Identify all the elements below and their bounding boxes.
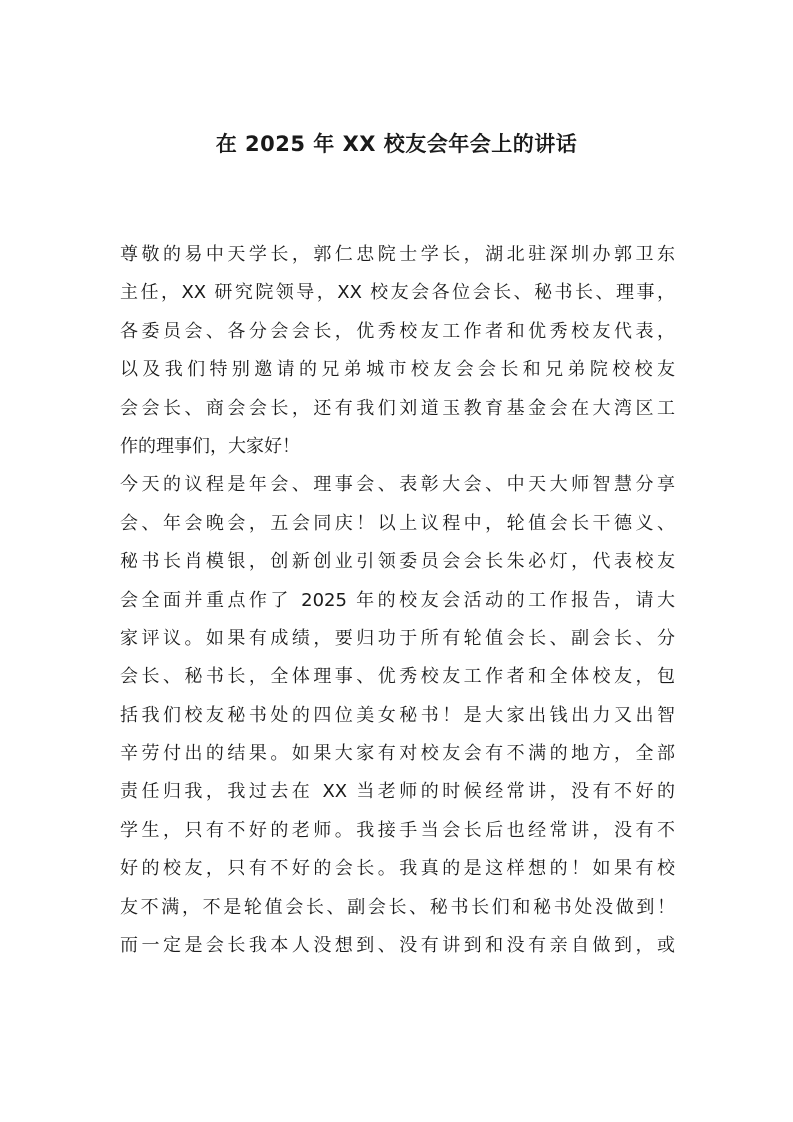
paragraph-line: 尊敬的易中天学长，郭仁忠院士学长，湖北驻深圳办郭卫东 [120, 244, 675, 265]
paragraph-line: 各委员会、各分会会长，优秀校友工作者和优秀校友代表， [120, 320, 675, 342]
document-title: 在 2025 年 XX 校友会年会上的讲话 [215, 132, 578, 156]
paragraph-line: 会、年会晚会，五会同庆！以上议程中，轮值会长干德义、 [120, 512, 675, 534]
paragraph-line: 家评议。如果有成绩，要归功于所有轮值会长、副会长、分 [120, 627, 675, 649]
paragraph-line: 好的校友，只有不好的会长。我真的是这样想的！如果有校 [120, 858, 675, 880]
paragraph-line: 友不满，不是轮值会长、副会长、秘书长们和秘书处没做到！ [120, 896, 675, 918]
paragraph-agenda [120, 466, 675, 965]
paragraph-line: 学生，只有不好的老师。我接手当会长后也经常讲，没有不 [120, 819, 675, 841]
paragraph-line: 作的理事们，大家好！ [120, 435, 300, 457]
paragraph-line: 责任归我，我过去在 XX 当老师的时候经常讲，没有不好的 [120, 781, 675, 803]
paragraph-line: 会全面并重点作了 2025 年的校友会活动的工作报告，请大 [120, 589, 675, 611]
paragraph-line: 会长、秘书长，全体理事、优秀校友工作者和全体校友，包 [120, 666, 675, 688]
paragraph-line: 辛劳付出的结果。如果大家有对校友会有不满的地方，全部 [120, 743, 675, 765]
paragraph-line: 括我们校友秘书处的四位美女秘书！是大家出钱出力又出智 [120, 704, 675, 726]
paragraph-line: 今天的议程是年会、理事会、表彰大会、中天大师智慧分享 [120, 474, 675, 496]
paragraph-line: 而一定是会长我本人没想到、没有讲到和没有亲自做到，或 [120, 935, 675, 957]
paragraph-line: 以及我们特别邀请的兄弟城市校友会会长和兄弟院校校友 [120, 359, 675, 381]
paragraph-greeting [120, 236, 675, 466]
paragraph-line: 秘书长肖模银，创新创业引领委员会会长朱必灯，代表校友 [120, 551, 675, 573]
paragraph-line: 主任，XX 研究院领导，XX 校友会各位会长、秘书长、理事， [120, 282, 675, 304]
paragraph-line: 会会长、商会会长，还有我们刘道玉教育基金会在大湾区工 [120, 397, 675, 419]
document-body [120, 236, 675, 965]
